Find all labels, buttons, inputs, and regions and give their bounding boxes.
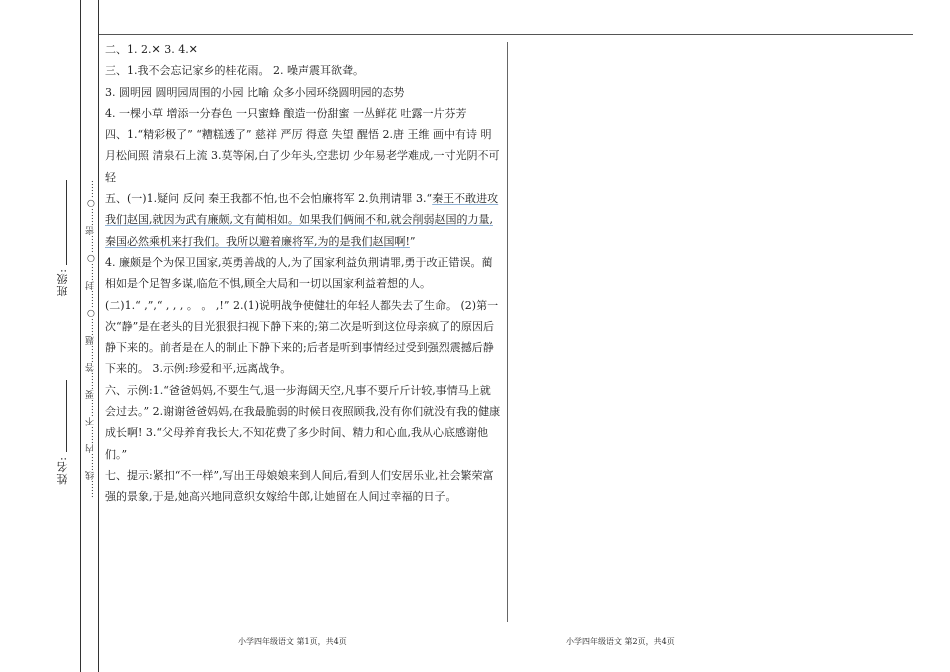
- top-rule: [98, 34, 913, 35]
- footer-right: 小学四年级语文 第2页，共4页: [566, 637, 675, 646]
- class-label: 班级:: [56, 268, 69, 297]
- seal-text: ……线……内……不……要……答……题……○……封……○……密……○……: [86, 180, 96, 498]
- answer-section-5-2: 4. 廉颇是个为保卫国家,英勇善战的人,为了国家利益负荆请罪,勇于改正错误。蔺相如是个足智多谋,临危不惧,顾全大局和一切以国家利益着想的人。: [105, 255, 493, 291]
- binding-line-inner: [98, 0, 99, 672]
- answer-section-3-1: 三、1.我不会忘记家乡的桂花雨。 2. 噪声震耳欲聋。: [105, 64, 364, 78]
- footer-left: 小学四年级语文 第1页，共4页: [238, 637, 347, 646]
- answer-section-5-1-text: 五、(一)1.疑问 反问 秦王我都不怕,也不会怕廉将军 2.负荆请罪 3.“: [105, 192, 433, 206]
- answer-section-3-2: 3. 圆明园 圆明园周围的小园 比喻 众多小园环绕圆明园的态势: [105, 85, 405, 99]
- answer-section-5-3: (二)1.“ ,”,“ , , , 。 。 ,!” 2.(1)说明战争使健壮的年轻人都失去了生命。 (2)第一次“静”是在老头的目光狠狠扫视下静下来的;第二次是听到这位母亲疯了的原因后静下来的。前者是在人的制止下静下来的;后者是听到事情经过受到强烈震撼后静下来的。 3.示例:珍爱和平,远离战争。: [105, 298, 499, 376]
- name-label: 姓名:: [56, 456, 69, 485]
- binding-line: [80, 0, 81, 672]
- page-divider: [507, 42, 508, 622]
- name-field: [66, 380, 67, 452]
- class-field: [66, 180, 67, 265]
- answer-section-4: 四、1.“精彩极了” “糟糕透了” 慈祥 严厉 得意 失望 醒悟 2.唐 王维 画中有诗 明月松间照 清泉石上流 3.莫等闲,白了少年头,空悲切 少年易老学难成,一寸光阴不可轻: [105, 128, 500, 184]
- answer-section-2: 二、1. 2.✕ 3. 4.✕: [105, 43, 198, 56]
- answer-section-5-1-close: ”: [409, 234, 416, 248]
- answer-section-5-1-underlined: 秦王不敢进攻我们赵国,就因为武有廉颇,文有蔺相如。如果我们俩闹不和,就会削弱赵国的力量,秦国必然乘机来打我们。我所以避着廉将军,为的是我们赵国啊!: [105, 192, 499, 248]
- answer-section-6: 六、示例:1.“爸爸妈妈,不要生气,退一步海阔天空,凡事不要斤斤计较,事情马上就会过去。” 2.谢谢爸爸妈妈,在我最脆弱的时候日夜照顾我,没有你们就没有我的健康成长啊! 3.“父母养育我长大,不知花费了多少时间、精力和心血,我从心底感谢他们。”: [105, 383, 501, 461]
- answer-section-7: 七、提示:紧扣“不一样”,写出王母娘娘来到人间后,看到人们安居乐业,社会繁荣富强的景象,于是,她高兴地同意织女嫁给牛郎,让她留在人间过幸福的日子。: [105, 468, 494, 504]
- seal-line: [86, 180, 96, 672]
- answer-section-5-1: [105, 188, 501, 252]
- answer-content: [105, 39, 501, 508]
- answer-section-3-3: 4. 一棵小草 增添一分春色 一只蜜蜂 酿造一份甜蜜 一丛鲜花 吐露一片芬芳: [105, 106, 467, 120]
